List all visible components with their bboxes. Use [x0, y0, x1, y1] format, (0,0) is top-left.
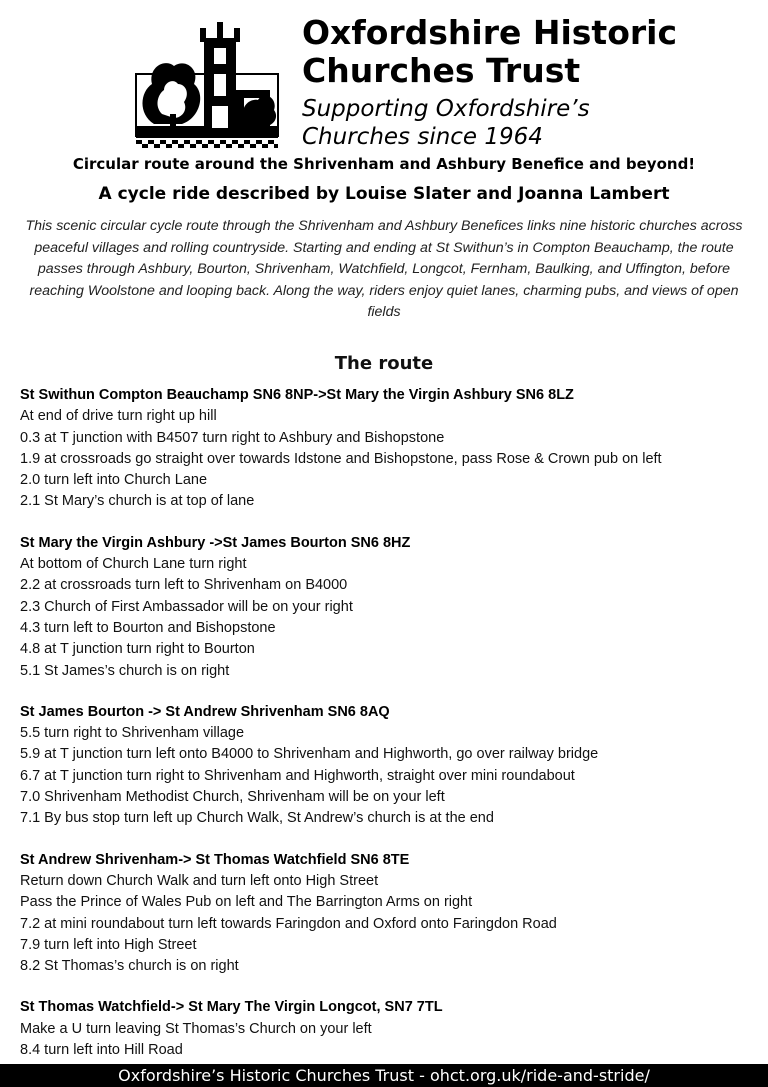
- leg-step: 5.5 turn right to Shrivenham village: [20, 725, 245, 742]
- document-subtitle: A cycle ride described by Louise Slater and Joanna Lambert: [98, 184, 670, 204]
- org-name-line2: Churches Trust: [302, 51, 581, 90]
- leg-step: 5.1 St James’s church is on right: [20, 662, 230, 679]
- footer-banner: Oxfordshire’s Historic Churches Trust - ohct.org.uk/ride-and-stride/: [0, 1064, 768, 1087]
- org-name: [302, 14, 677, 90]
- route-leg: [20, 385, 760, 513]
- org-tagline-line1: Supporting Oxfordshire’s: [302, 96, 590, 122]
- leg-step: 1.9 at crossroads go straight over towards Idstone and Bishopstone, pass Rose & Crown pub on left: [20, 450, 662, 467]
- leg-title: St Swithun Compton Beauchamp SN6 8NP->St Mary the Virgin Ashbury SN6 8LZ: [20, 387, 574, 403]
- leg-step: At bottom of Church Lane turn right: [20, 556, 247, 573]
- route-leg: [20, 997, 760, 1061]
- leg-step: 0.3 at T junction with B4507 turn right to Ashbury and Bishopstone: [20, 429, 445, 446]
- route-leg: [20, 533, 760, 682]
- org-name-line1: Oxfordshire Historic: [302, 13, 678, 52]
- document-title: Circular route around the Shrivenham and Ashbury Benefice and beyond!: [72, 155, 696, 173]
- leg-title: St James Bourton -> St Andrew Shrivenham SN6 8AQ: [20, 703, 390, 720]
- leg-steps: [20, 1019, 760, 1062]
- leg-step: Return down Church Walk and turn left onto High Street: [20, 872, 379, 889]
- leg-step: 7.9 turn left into High Street: [20, 936, 197, 953]
- leg-step: 2.3 Church of First Ambassador will be on your right: [20, 598, 353, 615]
- leg-step: 8.4 turn left into Hill Road: [20, 1042, 183, 1059]
- page-header: [0, 0, 768, 158]
- leg-step: 4.8 at T junction turn right to Bourton: [20, 641, 255, 658]
- leg-step: 7.1 By bus stop turn left up Church Walk, St Andrew’s church is at the end: [20, 810, 494, 827]
- route-leg: [20, 850, 760, 978]
- leg-step: Make a U turn leaving St Thomas’s Church on your left: [20, 1020, 372, 1037]
- intro-paragraph: This scenic circular cycle route through the Shrivenham and Ashbury Benefices links nine historic churches across peaceful villages and rolling countryside. Starting and ending at St Swithun’s in Compton Beauchamp, the route passes through Ashbury, Bourton, Shrivenham, Watchfield, Longcot, Fernham, Baulking, and Uffington, before reaching Woolstone and looping back. Along the way, riders enjoy quiet lanes, charming pubs, and views of open fields: [25, 218, 743, 320]
- leg-title: St Andrew Shrivenham-> St Thomas Watchfield SN6 8TE: [20, 851, 410, 868]
- leg-step: 2.1 St Mary’s church is at top of lane: [20, 493, 255, 510]
- leg-title: St Mary the Virgin Ashbury ->St James Bourton SN6 8HZ: [20, 534, 411, 551]
- leg-step: At end of drive turn right up hill: [20, 408, 217, 425]
- leg-steps: [20, 554, 760, 682]
- leg-step: 4.3 turn left to Bourton and Bishopstone: [20, 619, 276, 636]
- church-tower-and-trees-logo: [134, 14, 280, 154]
- leg-step: Pass the Prince of Wales Pub on left and The Barrington Arms on right: [20, 894, 473, 911]
- leg-steps: [20, 871, 760, 977]
- leg-steps: [20, 406, 760, 512]
- route-heading: The route: [334, 353, 434, 374]
- org-tagline: [302, 95, 590, 151]
- leg-step: 6.7 at T junction turn right to Shrivenham and Highworth, straight over mini roundabout: [20, 767, 575, 784]
- leg-step: 8.2 St Thomas’s church is on right: [20, 958, 239, 975]
- leg-steps: [20, 723, 760, 829]
- org-tagline-line2: Churches since 1964: [302, 124, 543, 150]
- route-leg: [20, 702, 760, 830]
- leg-step: 2.2 at crossroads turn left to Shrivenham on B4000: [20, 577, 348, 594]
- leg-title: St Thomas Watchfield-> St Mary The Virgin Longcot, SN7 7TL: [20, 999, 443, 1016]
- leg-step: 7.2 at mini roundabout turn left towards Faringdon and Oxford onto Faringdon Road: [20, 915, 557, 932]
- leg-step: 7.0 Shrivenham Methodist Church, Shrivenham will be on your left: [20, 789, 445, 806]
- route-legs: [20, 385, 760, 1081]
- leg-step: 5.9 at T junction turn left onto B4000 to Shrivenham and Highworth, go over railway bridge: [20, 746, 599, 763]
- leg-step: 2.0 turn left into Church Lane: [20, 472, 208, 489]
